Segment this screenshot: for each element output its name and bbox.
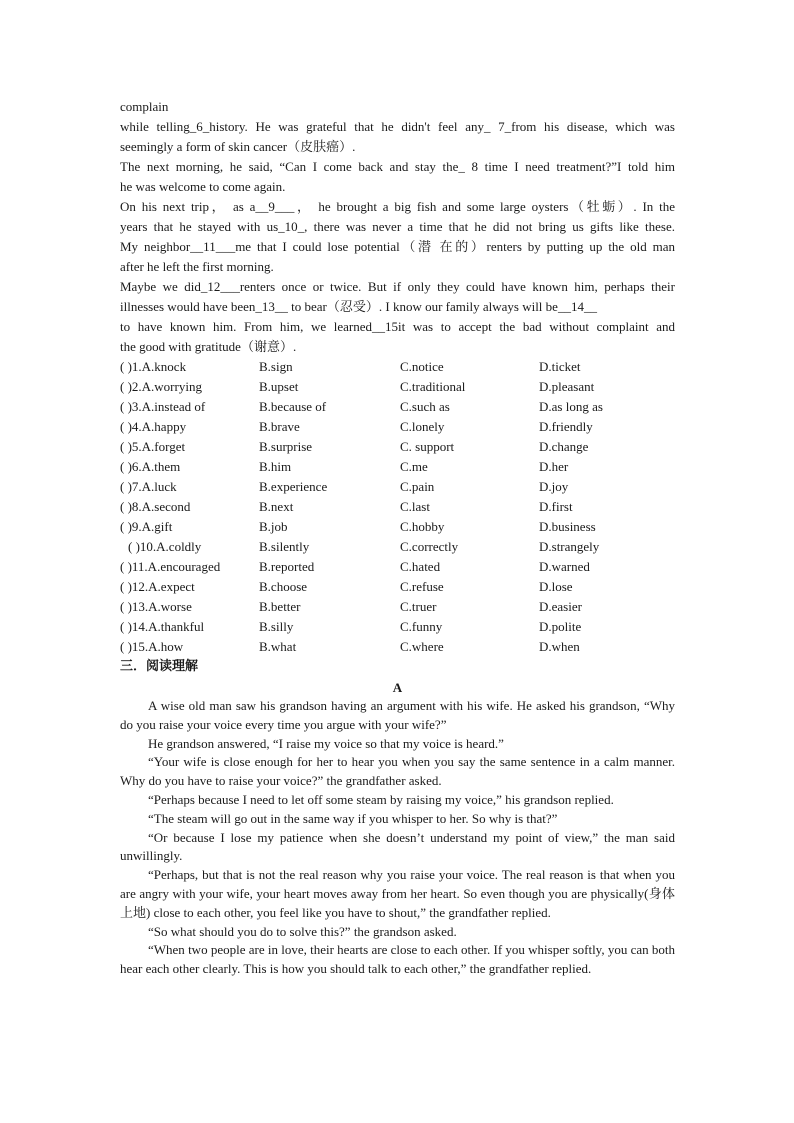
option-c: C.me [400, 459, 428, 474]
option-b: B.upset [259, 379, 299, 394]
option-row [120, 577, 675, 597]
option-c: C. support [400, 439, 455, 454]
cloze-line: My neighbor__11___me that I could lose potential（潜 在的）renters by putting up the old man [120, 239, 675, 254]
option-row [120, 397, 675, 417]
question-a: ( )2.A.worrying [120, 379, 202, 394]
option-b: B.next [259, 499, 294, 514]
cloze-line: On his next trip， as a__9___， he brought a big fish and some large oysters（牡蛎）. In the [120, 199, 675, 214]
question-a: ( )4.A.happy [120, 419, 187, 434]
question-a: ( )14.A.thankful [120, 619, 205, 634]
option-d: D.strangely [539, 539, 600, 554]
option-row [120, 357, 675, 377]
section-title: 三．阅读理解 [120, 659, 199, 674]
cloze-line: The next morning, he said, “Can I come back and stay the_ 8 time I need treatment?”I told him [120, 159, 675, 174]
option-b: B.what [259, 639, 297, 654]
option-c: C.funny [400, 619, 443, 634]
option-c: C.hated [400, 559, 441, 574]
option-c: C.where [400, 639, 444, 654]
option-d: D.as long as [539, 399, 603, 414]
option-d: D.pleasant [539, 379, 595, 394]
option-row [120, 517, 675, 537]
question-a: ( )15.A.how [120, 639, 184, 654]
paragraph: “Or because I lose my patience when she doesn’t understand my point of view,” the man said unwillingly. [120, 829, 675, 864]
option-b: B.silly [259, 619, 294, 634]
option-row [120, 477, 675, 497]
question-a: ( )10.A.coldly [128, 539, 202, 554]
option-c: C.refuse [400, 579, 444, 594]
question-a: ( )12.A.expect [120, 579, 195, 594]
paragraph: He grandson answered, “I raise my voice so that my voice is heard.” [148, 735, 504, 751]
document-page [120, 97, 675, 979]
option-d: D.ticket [539, 359, 581, 374]
option-b: B.sign [259, 359, 293, 374]
question-a: ( )9.A.gift [120, 519, 173, 534]
option-c: C.last [400, 499, 430, 514]
cloze-line: illnesses would have been_13__ to bear（忍受）. I know our family always will be__14__ [120, 299, 597, 314]
question-a: ( )13.A.worse [120, 599, 192, 614]
option-d: D.joy [539, 479, 569, 494]
paragraph: A wise old man saw his grandson having an argument with his wife. He asked his grandson, “Why do you raise your voice every time you argue with your wife?” [120, 698, 675, 732]
option-d: D.easier [539, 599, 582, 614]
cloze-line: the good with gratitude（谢意）. [120, 339, 297, 354]
option-row [120, 457, 675, 477]
question-a: ( )8.A.second [120, 499, 191, 514]
option-b: B.experience [259, 479, 328, 494]
option-d: D.lose [539, 579, 573, 594]
option-row [120, 377, 675, 397]
option-b: B.because of [259, 399, 327, 414]
paragraph: “Perhaps because I need to let off some steam by raising my voice,” his grandson replied. [148, 791, 614, 807]
option-d: D.business [539, 519, 596, 534]
paragraph: “So what should you do to solve this?” the grandson asked. [148, 923, 457, 939]
option-d: D.first [539, 499, 573, 514]
cloze-line: after he left the first morning. [120, 259, 274, 274]
option-b: B.brave [259, 419, 300, 434]
question-a: ( )5.A.forget [120, 439, 186, 454]
cloze-line: complain [120, 99, 169, 114]
option-b: B.him [259, 459, 292, 474]
option-c: C.notice [400, 359, 444, 374]
reading-passage [120, 697, 675, 979]
option-row [120, 497, 675, 517]
cloze-line: years that he stayed with us_10_, there was never a time that he did not bring us gifts like these. [120, 219, 675, 234]
option-d: D.her [539, 459, 569, 474]
question-a: ( )3.A.instead of [120, 399, 206, 414]
option-b: B.job [259, 519, 288, 534]
question-a: ( )1.A.knock [120, 359, 187, 374]
option-d: D.friendly [539, 419, 593, 434]
option-d: D.polite [539, 619, 582, 634]
cloze-line: he was welcome to come again. [120, 179, 286, 194]
option-b: B.reported [259, 559, 315, 574]
cloze-passage [120, 97, 675, 357]
option-row [120, 597, 675, 617]
option-d: D.warned [539, 559, 590, 574]
option-c: C.truer [400, 599, 437, 614]
question-a: ( )6.A.them [120, 459, 181, 474]
option-c: C.traditional [400, 379, 466, 394]
option-c: C.lonely [400, 419, 445, 434]
cloze-line: Maybe we did_12___renters once or twice. But if only they could have known him, perhaps their [120, 279, 675, 294]
option-b: B.better [259, 599, 301, 614]
paragraph: “When two people are in love, their hearts are close to each other. If you whisper softly, you can both hear each other clearly. This is how you should talk to each other,” the grandfather replied. [120, 942, 675, 977]
option-row [120, 617, 675, 637]
option-c: C.hobby [400, 519, 445, 534]
option-row [120, 417, 675, 437]
paragraph: “Your wife is close enough for her to hear you when you say the same sentence in a calm manner. Why do you have to raise your voice?” the grandfather asked. [120, 754, 675, 789]
question-a: ( )7.A.luck [120, 479, 177, 494]
cloze-line: to have known him. From him, we learned__15it was to accept the bad without complaint and [120, 319, 675, 334]
passage-title: A [392, 680, 403, 695]
option-b: B.surprise [259, 439, 313, 454]
option-d: D.when [539, 639, 580, 654]
options-list [120, 357, 675, 657]
cloze-line: while telling_6_history. He was grateful that he didn't feel any_ 7_from his disease, which was [120, 119, 675, 134]
paragraph: “Perhaps, but that is not the real reason why you raise your voice. The real reason is that when you are angry with your wife, your heart moves away from her heart. So even though you are physically(身体上地) close to each other, you feel like you have to shout,” the grandfather replied. [120, 867, 675, 920]
option-c: C.pain [400, 479, 435, 494]
option-row [120, 637, 675, 657]
paragraph: “The steam will go out in the same way if you whisper to her. So why is that?” [148, 810, 558, 826]
option-c: C.such as [400, 399, 450, 414]
option-b: B.choose [259, 579, 308, 594]
option-row [120, 557, 675, 577]
option-row [120, 437, 675, 457]
option-d: D.change [539, 439, 589, 454]
option-c: C.correctly [400, 539, 459, 554]
cloze-line: seemingly a form of skin cancer（皮肤癌）. [120, 139, 356, 154]
option-b: B.silently [259, 539, 310, 554]
option-row [120, 537, 675, 557]
question-a: ( )11.A.encouraged [120, 559, 221, 574]
